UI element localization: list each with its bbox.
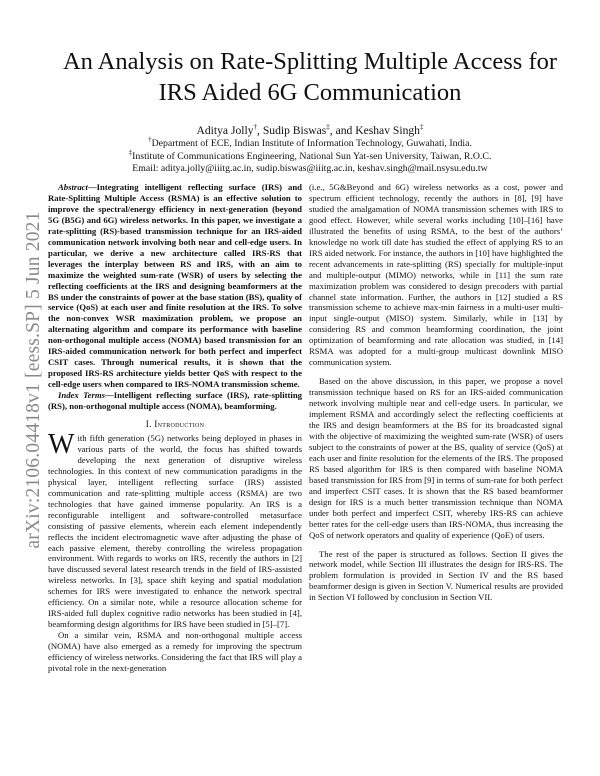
author-3-mark: ‡ [419, 123, 424, 132]
author-3: , and Keshav Singh [329, 124, 420, 137]
author-2: , Sudip Biswas [257, 124, 327, 137]
author-1-mark: † [253, 123, 258, 132]
index-terms [48, 390, 302, 412]
affiliation-2-mark: ‡ [128, 148, 133, 157]
drop-cap: W [48, 428, 75, 460]
arxiv-sidebar [0, 0, 44, 776]
paper-title [50, 46, 570, 108]
author-2-mark: ‡ [326, 123, 330, 132]
section-heading-introduction: I. Introduction [145, 419, 205, 430]
intro-paragraph-1-text: ith fifth generation (5G) networks being deployed in phases in various parts of the world, the focus has shifted towards developing the next generation of disruptive wireless technologies. In this context of new communication paradigms in the physical layer, intelligent reflecting surface (IRS) assisted communication and rate-splitting multiple access (RSMA) are two technologies that have gained immense popularity. An IRS is a reconfigurable intelligent and software-controlled metasurface consisting of passive elements, wherein each element independently reflects the incident electromagnetic wave after adjusting the phase of each passive element, thereby controlling the wireless propagation environment. With regards to works on IRS, recently the authors in [2] have discussed several latest research trends in the field of IRS-assisted wireless networks. In [3], space shift keying and spatial modulation schemes for IRS were investigated to enhance the network spectral efficiency. On a similar note, while a resource allocation scheme for IRS-aided full duplex cognitive radio networks has been studied in [4], beamforming design algorithms for IRS have been studied in [5]–[7]. [48, 432, 302, 630]
intro-paragraph-2: On a similar vein, RSMA and non-orthogonal multiple access (NOMA) have also emerged as a remedy for improving the spectrum efficiency of wireless networks. Considering the fact that IRS will play a pivotal role in the next-generation [48, 630, 302, 673]
left-column [48, 182, 302, 674]
index-terms-label: Index Terms [58, 390, 105, 401]
author-1: Aditya Jolly [196, 124, 254, 137]
abstract-text: —Integrating intelligent reflecting surface (IRS) and Rate-Splitting Multiple Access (RSMA) is an effective solution to improve the spectral/energy efficiency in next-generation (beyond 5G (B5G) and 6G) wireless networks. In this paper, we investigate a rate-splitting (RS)-based transmission technique for an IRS-aided communication network involving both near and cell-edge users. In particular, we derive a new architecture called IRS-RS that leverages the interplay between RS and IRS, with an aim to maximize the weighted sum-rate (WSR) of users by selecting the reflecting coefficients at the IRS and designing beamformers at the BS under the constraints of power at the base station (BS), quality of service (QoS) at each user and finite resolution at the IRS. To solve the non-convex WSR maximization problem, we propose an alternating algorithm and compare its performance with baseline non-orthogonal multiple access (NOMA) based transmission for an IRS-aided communication network for both perfect and imperfect CSIT cases. Through numerical results, it is shown that the proposed IRS-RS architecture yields better QoS with respect to the cell-edge users when compared to IRS-NOMA transmission scheme. [48, 182, 302, 390]
author-list [50, 124, 570, 138]
affiliation-2-text: Institute of Communications Engineering, National Sun Yat-sen University, Taiwan, R.O.C. [132, 150, 492, 162]
abstract-label: Abstract [58, 182, 88, 192]
affiliation-2 [50, 148, 570, 164]
index-terms-text: —Intelligent reflecting surface (IRS), rate-splitting (RS), non-orthogonal multiple access (NOMA), beamforming. [48, 390, 302, 412]
title-line-2: IRS Aided 6G Communication [158, 79, 462, 106]
intro-paragraph-4: Based on the above discussion, in this paper, we propose a novel transmission technique based on RS for an IRS-aided communication network involving multiple near and cell-edge users. In particular, we implement RSMA and accordingly select the reflecting coefficients at the IRS and design beamformers at the BS for its broadcasted signal with the objective of maximizing the weighted sum-rate (WSR) of users subject to the constraints of power at the BS, quality of service (QoS) at each user and finite resolution for the elements of the IRS. The proposed RS based algorithm for IRS is then compared with baseline NOMA based transmission for IRS from [9] in terms of sum-rate for both perfect and imperfect CSIT cases. It is shown that the RS based beamformer design for IRS is a much better transmission technique than NOMA under both perfect and imperfect CSIT, whereby IRS-RS can achieve better rates for the cell-edge users than IRS-NOMA, thus increasing the QoS of network operators and quality of experience (QoE) of users. [309, 376, 563, 540]
affiliation-1-mark: † [148, 135, 152, 144]
author-emails: Email: aditya.jolly@iiitg.ac.in, sudip.biswas@iiitg.ac.in, keshav.singh@mail.nsysu.edu.tw [132, 163, 488, 175]
intro-paragraph-3: (i.e., 5G&Beyond and 6G) wireless networks as a cost, power and spectrum efficient technology, recently the authors in [8], [9] have studied the amalgamation of NOMA transmission schemes with IRS to good effect. However, while several works including [10]–[16] have illustrated the benefits of using RSMA, to the best of the authors’ knowledge no work till date has studied the effect of applying RS to an IRS aided network. For instance, the authors in [10] have highlighted the recent advancements in rate-splitting (RS) specially for multiple-input and multiple-output (MIMO) networks, while in [11] the sum rate maximization problem was considered to design precoders with partial channel state information. Further, the authors in [12] studied a RS transmission scheme to achieve max-min fairness in a multi-user multi-input single-output (MISO) system. Similarly, while in [13] by considering RS and common beamforming coordination, the joint optimization of beamforming and rate allocation was studied, in [14] RSMA was adopted for a multi-group multicast downlink MISO communication system. [309, 182, 563, 368]
intro-paragraph-5: The rest of the paper is structured as follows. Section II gives the network model, while Section III illustrates the design for IRS-RS. The problem formulation is provided in Section IV and the RS based beamformer design is given in Section V. Numerical results are provided in Section VI followed by conclusion in Section VII. [309, 548, 563, 603]
affiliations [50, 135, 570, 176]
intro-paragraph-1 [48, 428, 302, 630]
affiliation-1-text: Department of ECE, Indian Institute of Information Technology, Guwahati, India. [151, 138, 472, 149]
right-column [309, 182, 563, 603]
abstract [48, 182, 302, 390]
arxiv-identifier: arXiv:2106.04418v1 [eess.SP] 5 Jun 2021 [23, 211, 44, 549]
title-line-1: An Analysis on Rate-Splitting Multiple Access for [62, 48, 558, 75]
paper-header [50, 46, 570, 176]
